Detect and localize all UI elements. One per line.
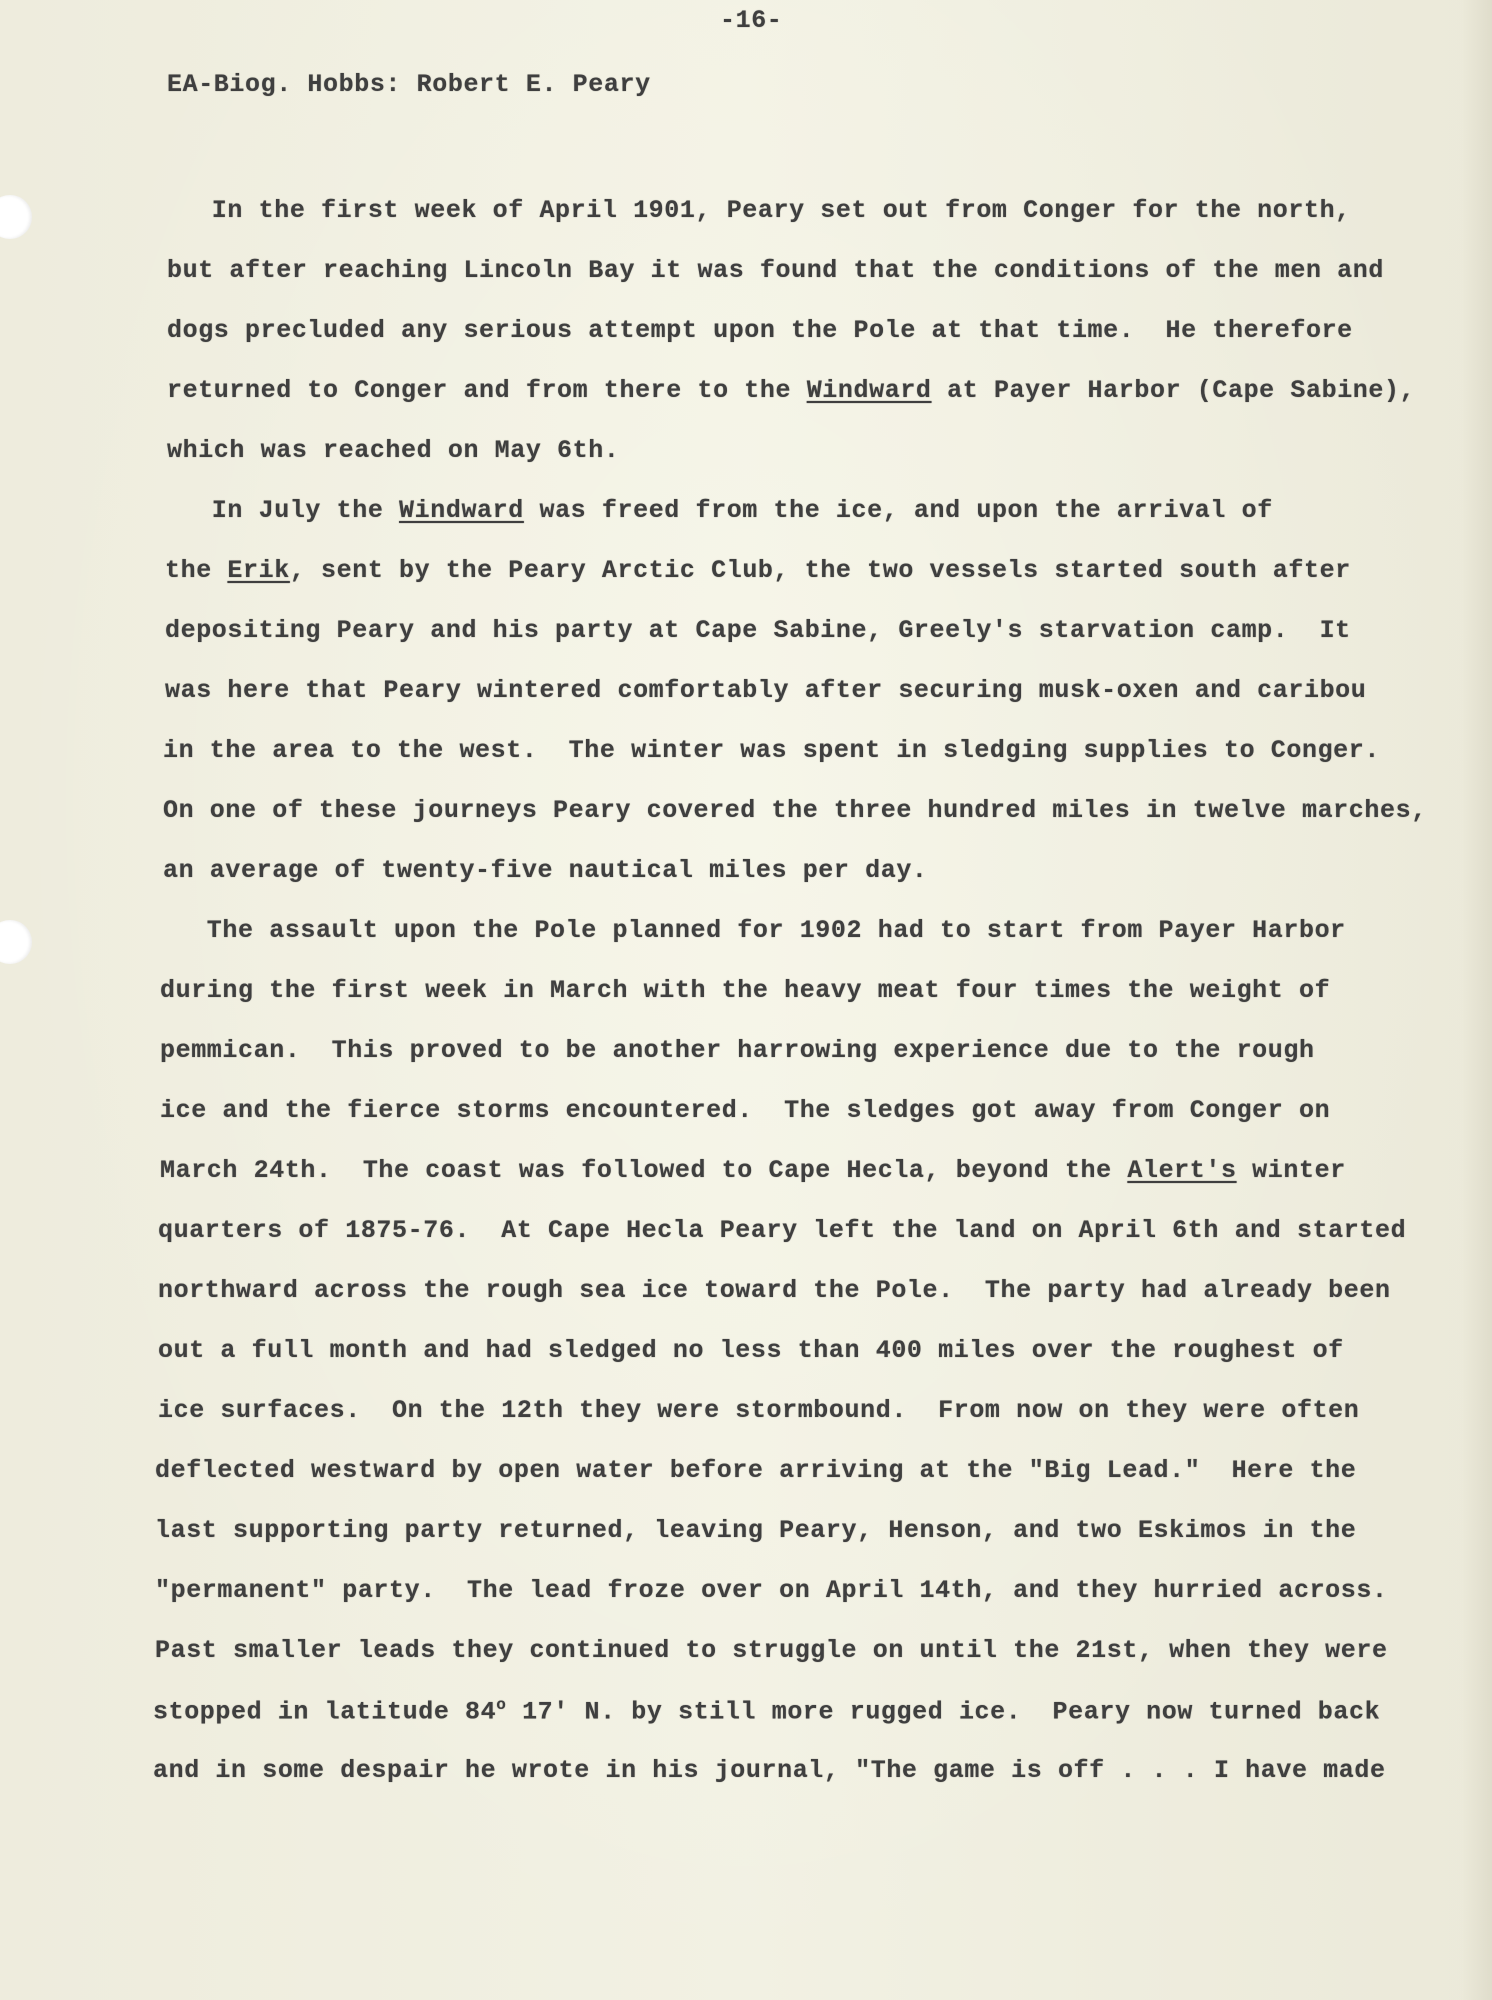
text-line — [160, 976, 1330, 1005]
underlined-title: Windward — [399, 496, 524, 525]
punch-hole-top — [0, 195, 32, 239]
text-line — [158, 1396, 1359, 1425]
text-line — [160, 1036, 1315, 1065]
text-line — [155, 1456, 1356, 1485]
text-line — [158, 1336, 1344, 1365]
text-run: stopped in latitude 84 — [153, 1697, 497, 1727]
text-run: quarters of 1875-76. At Cape Hecla Peary left the land on April 6th and started — [158, 1216, 1407, 1245]
text-line — [163, 796, 1427, 825]
punch-hole-bottom — [0, 920, 32, 964]
degree-superscript: o — [496, 1696, 507, 1714]
text-line — [158, 1216, 1406, 1245]
text-line — [155, 1516, 1356, 1545]
text-run: 17' N. by still more rugged ice. Peary now turned back — [506, 1697, 1381, 1727]
text-line — [165, 196, 1351, 225]
text-run: northward across the rough sea ice toward the Pole. The party had already been — [158, 1276, 1391, 1305]
text-line — [160, 1096, 1330, 1125]
text-run: but after reaching Lincoln Bay it was found that the conditions of the men and — [167, 256, 1384, 285]
text-run: was here that Peary wintered comfortably after securing musk-oxen and caribou — [165, 676, 1367, 705]
underlined-title: Alert's — [1127, 1156, 1237, 1185]
page-number: -16- — [720, 6, 783, 35]
text-line — [155, 1636, 1388, 1665]
text-run: pemmican. This proved to be another harrowing experience due to the rough — [160, 1036, 1315, 1065]
text-line — [158, 1276, 1391, 1305]
text-run: The assault upon the Pole planned for 1902 had to start from Payer Harbor — [160, 916, 1346, 945]
text-run: in the area to the west. The winter was spent in sledging supplies to Conger. — [163, 736, 1380, 765]
text-run: last supporting party returned, leaving Peary, Henson, and two Eskimos in the — [155, 1516, 1357, 1545]
text-line — [165, 556, 1351, 585]
text-line — [165, 616, 1351, 645]
text-line — [167, 316, 1353, 345]
text-line — [160, 916, 1346, 945]
text-run: , sent by the Peary Arctic Club, the two vessels started south after — [289, 556, 1351, 585]
text-line — [165, 676, 1366, 705]
text-run: returned to Conger and from there to the — [167, 376, 807, 405]
text-line — [165, 496, 1273, 525]
text-run: which was reached on May 6th. — [167, 436, 620, 465]
text-run: during the first week in March with the heavy meat four times the weight of — [160, 976, 1331, 1005]
text-line — [155, 1576, 1388, 1605]
text-run: depositing Peary and his party at Cape Sabine, Greely's starvation camp. It — [165, 616, 1351, 645]
text-run: ice surfaces. On the 12th they were stormbound. From now on they were often — [158, 1396, 1360, 1425]
text-line — [167, 256, 1384, 285]
text-line — [163, 856, 928, 885]
document-header: EA-Biog. Hobbs: Robert E. Peary — [167, 70, 651, 99]
text-line — [153, 1756, 1386, 1785]
text-run: out a full month and had sledged no less than 400 miles over the roughest of — [158, 1336, 1344, 1365]
text-run: and in some despair he wrote in his journal, "The game is off . . . I have made — [153, 1756, 1386, 1785]
underlined-title: Windward — [806, 376, 932, 405]
text-run: the — [165, 556, 228, 585]
text-run: deflected westward by open water before arriving at the "Big Lead." Here the — [155, 1456, 1357, 1485]
text-line — [167, 376, 1415, 405]
text-run: at Payer Harbor (Cape Sabine), — [931, 376, 1416, 405]
text-line — [167, 436, 619, 465]
text-run: winter — [1236, 1156, 1346, 1185]
underlined-title: Erik — [227, 556, 290, 585]
text-run: Past smaller leads they continued to struggle on until the 21st, when they were — [155, 1636, 1388, 1665]
text-run: was freed from the ice, and upon the arrival of — [523, 496, 1273, 525]
text-run: "permanent" party. The lead froze over on April 14th, and they hurried across. — [155, 1576, 1388, 1605]
text-line — [153, 1696, 1380, 1726]
text-run: On one of these journeys Peary covered the three hundred miles in twelve marches, — [163, 796, 1427, 825]
text-run: March 24th. The coast was followed to Cape Hecla, beyond the — [160, 1156, 1128, 1185]
text-run: In the first week of April 1901, Peary set out from Conger for the north, — [165, 196, 1351, 225]
text-run: an average of twenty-five nautical miles per day. — [163, 856, 928, 885]
text-line — [163, 736, 1380, 765]
page-edge-shadow — [1462, 0, 1492, 2000]
text-line — [160, 1156, 1346, 1185]
text-run: dogs precluded any serious attempt upon the Pole at that time. He therefore — [167, 316, 1353, 345]
text-run: ice and the fierce storms encountered. The sledges got away from Conger on — [160, 1096, 1331, 1125]
text-run: In July the — [165, 496, 400, 525]
